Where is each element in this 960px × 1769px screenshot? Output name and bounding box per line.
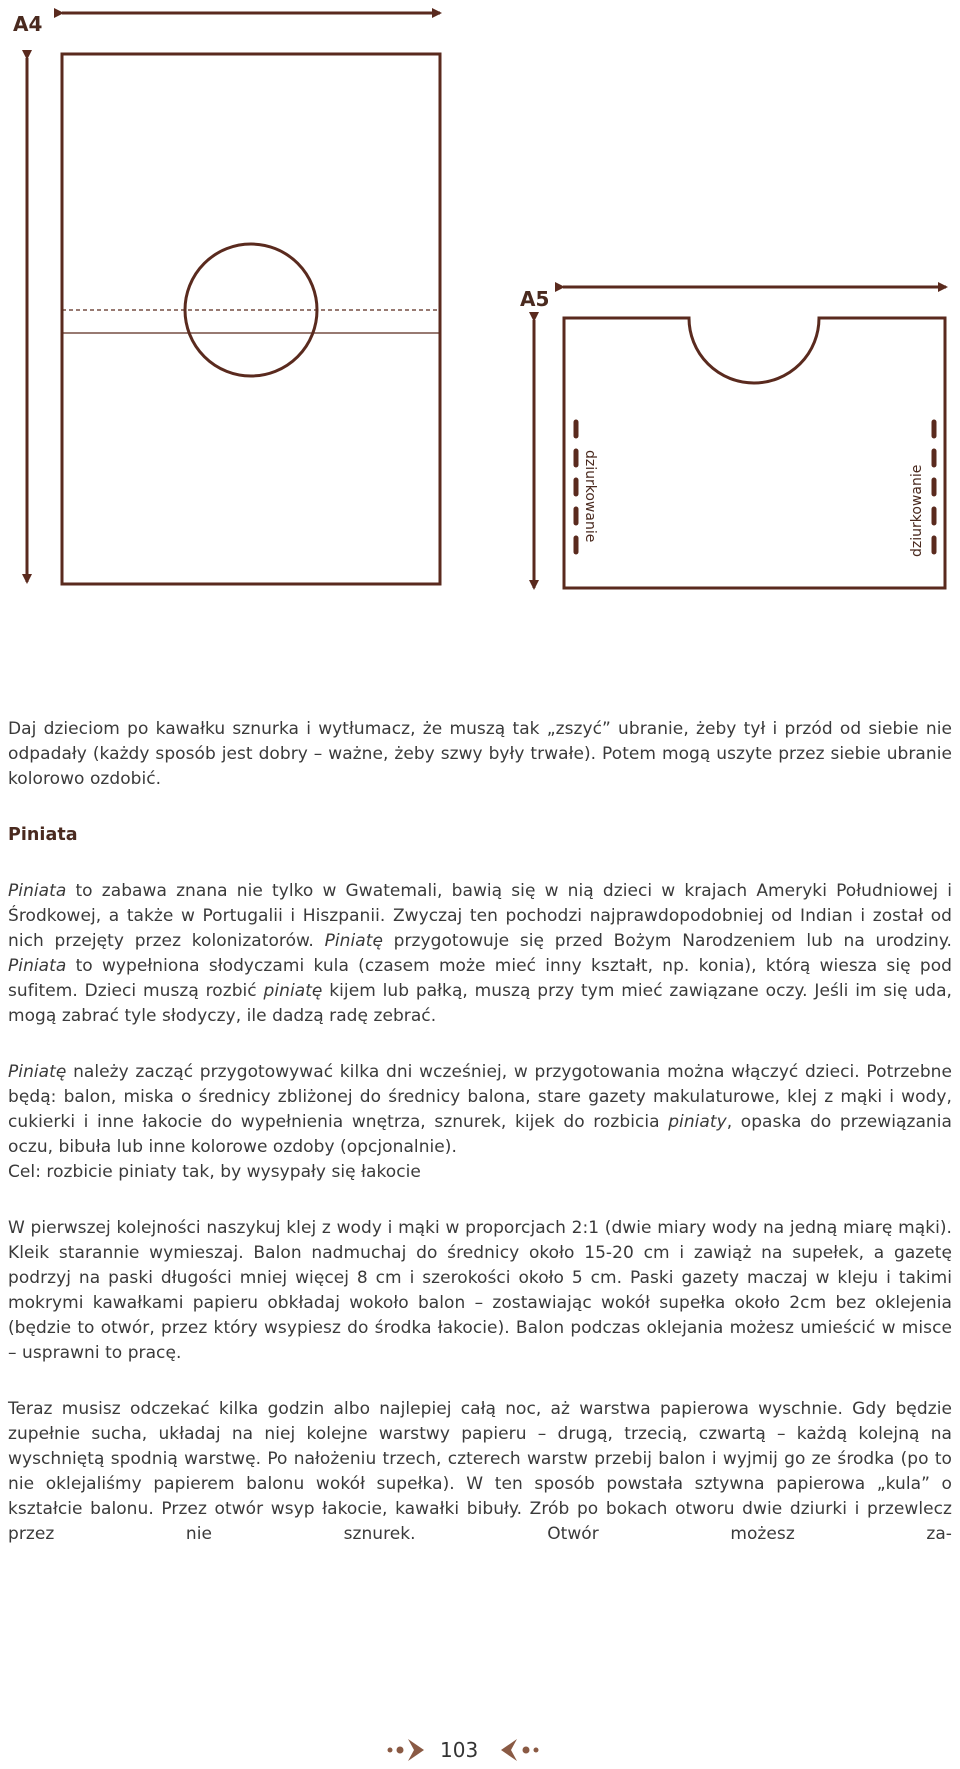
hole-label-left: dziurkowanie <box>582 450 598 543</box>
label-a4: A4 <box>13 12 43 36</box>
page-number: 103 <box>440 1738 479 1762</box>
template-diagram <box>0 0 960 600</box>
paragraph-1: Piniata to zabawa znana nie tylko w Gwatemali, bawią się w nią dzieci w krajach Ameryki Południowej i Środkowej, a także w Portugalii i Hiszpanii. Zwyczaj ten pochodzi najprawdopodobniej od Indian i został od nich przejęty przez kolonizatorów. Piniatę przygotowuje się przed Bożym Narodzeniem lub na urodziny. Piniata to wypełniona słodyczami kula (czasem może mieć inny kształt, np. konia), którą wiesza się pod sufitem. Dzieci muszą rozbić piniatę kijem lub pałką, muszą przy tym mieć zawiązane oczy. Jeśli im się uda, mogą zabrać tyle słodyczy, ile dadzą radę zebrać. <box>8 881 953 1026</box>
a4-sheet <box>62 54 440 584</box>
section-title: Piniata <box>8 825 78 845</box>
intro-paragraph: Daj dzieciom po kawałku sznurka i wytłumacz, że muszą tak „zszyć” ubranie, żeby tył i przód od siebie nie odpadały (każdy sposób jest dobry – ważne, żeby szwy były trwałe). Potem mogą uszyte przez siebie ubranie kolorowo ozdobić. <box>8 719 952 789</box>
page-footer-ornament <box>0 1735 960 1765</box>
article-body <box>8 717 952 1547</box>
paragraph-2: Piniatę należy zacząć przygotowywać kilka dni wcześniej, w przygotowania można włączyć dzieci. Potrzebne będą: balon, miska o średnicy zbliżonej do średnicy balona, stare gazety makulaturowe, klej z mąki i wody, cukierki i inne łakocie do wypełnienia wnętrza, sznurek, kijek do rozbicia piniaty, opaska do przewiązania oczu, bibuła lub inne kolorowe ozdoby (opcjonalnie). Cel: rozbicie piniaty tak, by wysypały się łakocie <box>8 1062 952 1182</box>
label-a5: A5 <box>520 287 550 311</box>
a5-sheet <box>564 318 945 588</box>
hole-label-right: dziurkowanie <box>909 464 925 557</box>
paragraph-3: W pierwszej kolejności naszykuj klej z wody i mąki w proporcjach 2:1 (dwie miary wody na jedną miarę mąki). Kleik starannie wymieszaj. Balon nadmuchaj do średnicy około 15-20 cm i zawiąż na supełek, a gazetę podrzyj na paski długości mniej więcej 8 cm i szerokości około 5 cm. Paski gazety maczaj w kleju i takimi mokrymi kawałkami papieru obkładaj wokoło balon – zostawiając wokół supełka około 2cm bez oklejenia (będzie to otwór, przez który wsypiesz do środka łakocie). Balon podczas oklejania możesz umieścić w misce – usprawni to pracę. <box>8 1218 952 1363</box>
paragraph-4: Teraz musisz odczekać kilka godzin albo najlepiej całą noc, aż warstwa papierowa wyschnie. Gdy będzie zupełnie sucha, układaj na niej kolejne warstwy papieru – drugą, trzecią, czwartą – każdą kolejną na wyschniętą spodnią warstwę. Po nałożeniu trzech, czterech warstw przebij balon i wyjmij go ze środka (po to nie oklejaliśmy papierem balonu wokół supełka). W ten sposób powstała sztywna papierowa „kula” o kształcie balonu. Przez otwór wsyp łakocie, kawałki bibuły. Zrób po bokach otworu dwie dziurki i przewlecz przez nie sznurek. Otwór możesz za- <box>8 1399 952 1544</box>
